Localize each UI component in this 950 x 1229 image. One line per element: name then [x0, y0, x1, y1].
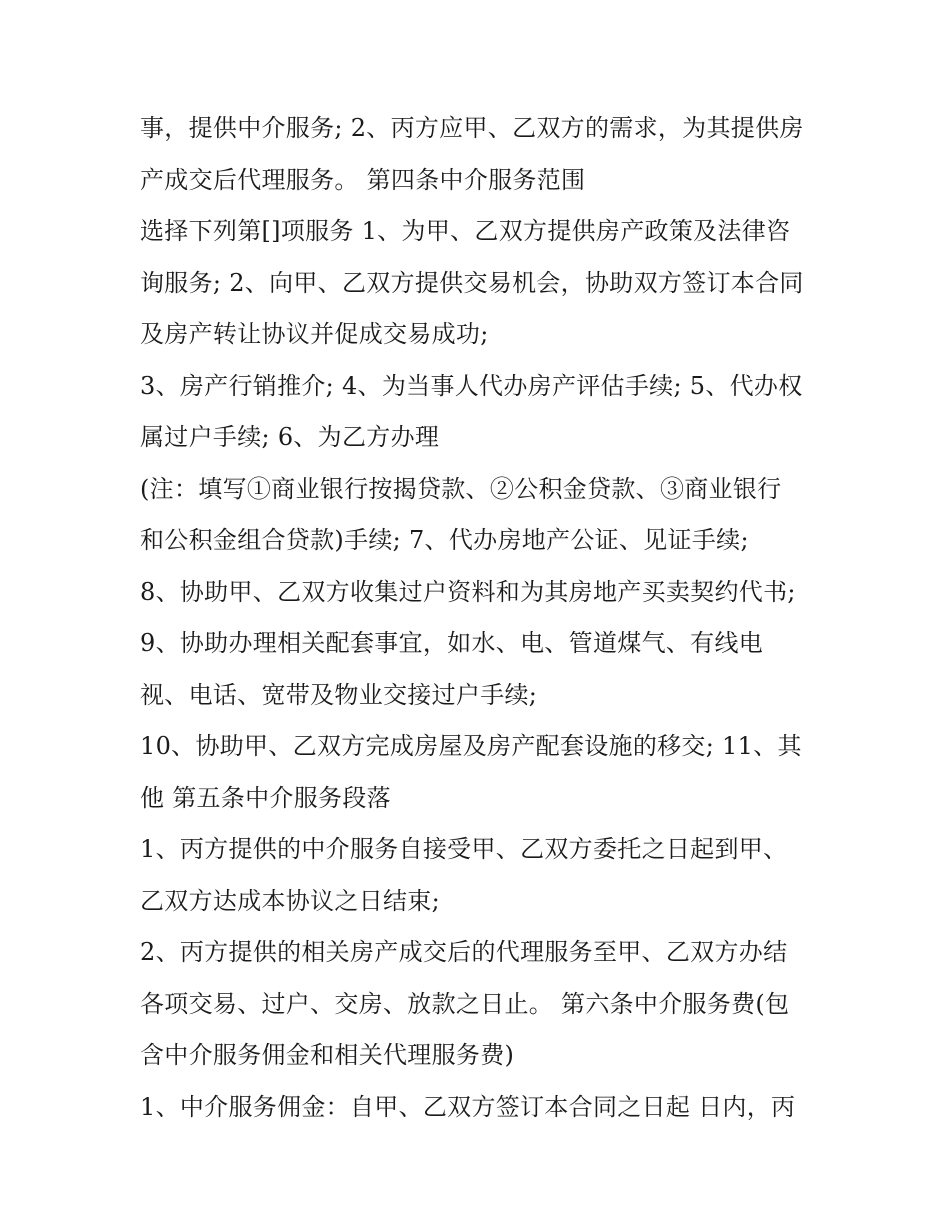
text-line-12: 视、电话、宽带及物业交接过户手续;	[140, 680, 538, 709]
text-line-13: 10、协助甲、乙双方完成房屋及房产配套设施的移交; 11、其	[140, 732, 802, 760]
text-line-5: 及房产转让协议并促成交易成功;	[140, 320, 489, 348]
text-line-9: 和公积金组合贷款)手续; 7、代办房地产公证、见证手续;	[140, 526, 749, 554]
text-line-16: 乙双方达成本协议之日结束;	[140, 886, 440, 915]
text-line-15: 1、丙方提供的中介服务自接受甲、乙双方委托之日起到甲、	[140, 835, 788, 863]
text-line-14: 他 第五条中介服务段落	[140, 783, 391, 812]
text-line-10: 8、协助甲、乙双方收集过户资料和为其房地产买卖契约代书;	[140, 577, 796, 606]
text-line-8: (注：填写①商业银行按揭贷款、②公积金贷款、③商业银行	[140, 474, 782, 503]
text-line-11: 9、协助办理相关配套事宜，如水、电、管道煤气、有线电	[140, 629, 764, 657]
text-line-3: 选择下列第[]项服务 1、为甲、乙双方提供房产政策及法律咨	[140, 217, 791, 245]
text-line-7: 属过户手续; 6、为乙方办理	[140, 423, 440, 451]
text-line-2: 产成交后代理服务。 第四条中介服务范围	[140, 165, 586, 194]
text-line-17: 2、丙方提供的相关房产成交后的代理服务至甲、乙双方办结	[140, 938, 788, 966]
text-line-1: 事，提供中介服务; 2、丙方应甲、乙双方的需求，为其提供房	[140, 114, 804, 142]
contract-text-body	[140, 103, 820, 1133]
text-line-6: 3、房产行销推介; 4、为当事人代办房产评估手续; 5、代办权	[140, 371, 803, 400]
text-line-20: 1、中介服务佣金：自甲、乙双方签订本合同之日起 日内，丙	[140, 1092, 796, 1121]
text-line-18: 各项交易、过户、交房、放款之日止。 第六条中介服务费(包	[140, 989, 790, 1018]
text-line-19: 含中介服务佣金和相关代理服务费)	[140, 1041, 515, 1069]
text-line-4: 询服务; 2、向甲、乙双方提供交易机会，协助双方签订本合同	[140, 268, 804, 297]
